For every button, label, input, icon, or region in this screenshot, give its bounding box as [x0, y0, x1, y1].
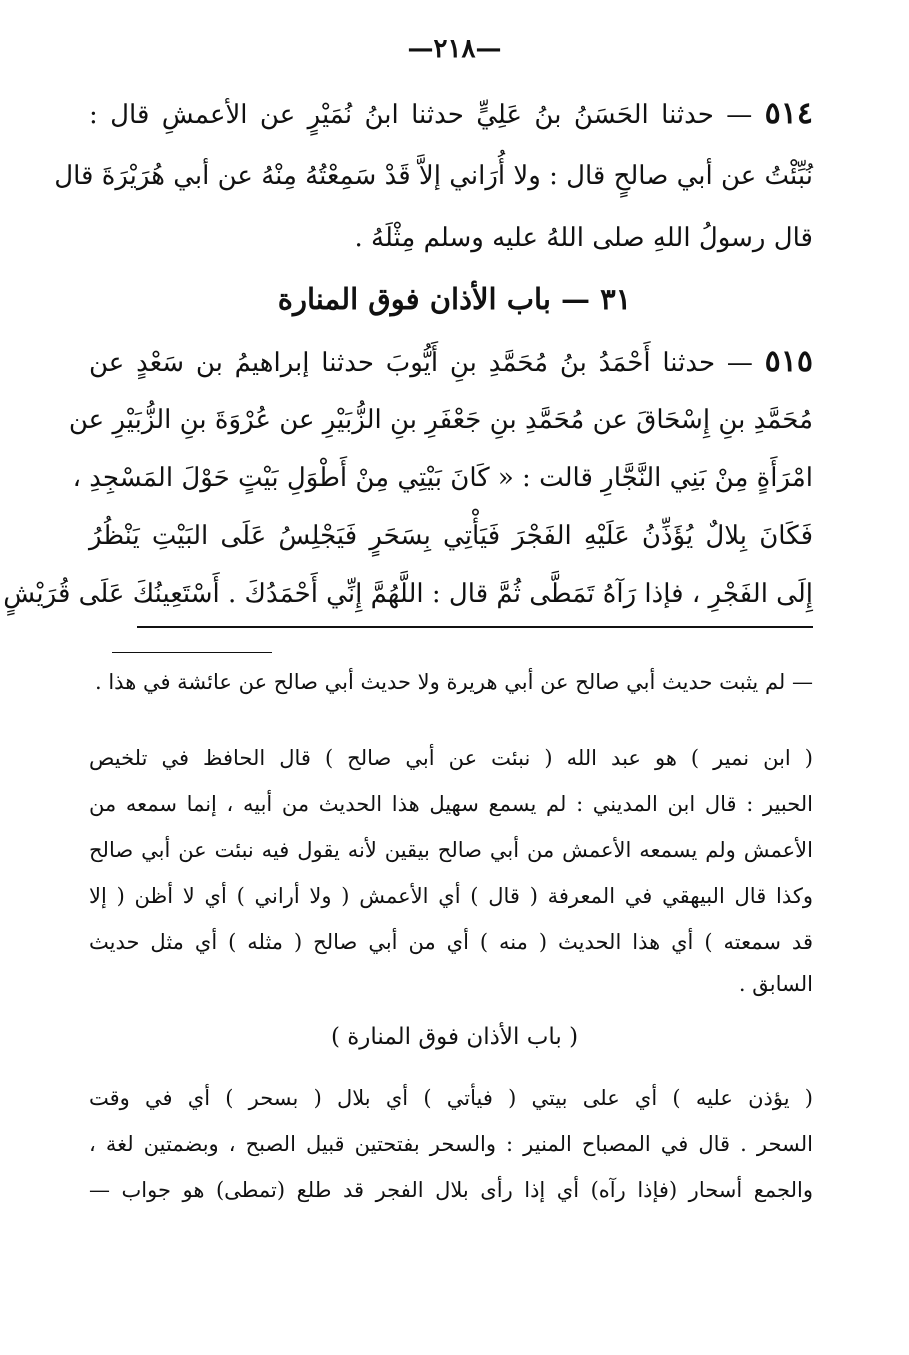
hadith-515-line-3: امْرَأَةٍ مِنْ بَنِي النَّجَّارِ قالت : « كَانَ بَيْتِي مِنْ أَطْوَلِ بَيْتٍ حَوْلَ المَسْجِدِ ، — [72, 463, 813, 493]
footnote-line-5: وكذا قال البيهقي في المعرفة ( قال ) أي الأعمش ( ولا أراني ) أي لا أظن ( إلا — [89, 884, 813, 908]
footnote-separator — [137, 626, 813, 628]
footnote-line-4: الأعمش ولم يسمعه الأعمش من أبي صالح بيقين لأنه يقول فيه نبئت عن أبي صالح — [89, 838, 813, 862]
hadith-514-text-1: — حدثنا الحَسَنُ بنُ عَلِيٍّ حدثنا ابنُ نُمَيْرٍ عن الأعمشِ قال : — [89, 100, 753, 130]
hadith-514-line-2: نُبِّئْتُ عن أبي صالحٍ قال : ولا أُرَاني إلاَّ قَدْ سَمِعْتُهُ مِنْهُ عن أبي هُرَيْرَةَ قال — [54, 161, 813, 191]
hadith-515-number: ٥١٥ — [764, 344, 813, 379]
hadith-515-line-4: فَكَانَ بِلالٌ يُؤَذِّنُ عَلَيْهِ الفَجْرَ فَيَأْتِي بِسَحَرٍ فَيَجْلِسُ عَلَى البَيْتِ يَنْظُرُ — [89, 521, 813, 551]
hadith-515-text-1: — حدثنا أَحْمَدُ بنُ مُحَمَّدِ بنِ أَيُّوبَ حدثنا إبراهيمُ بن سَعْدٍ عن — [89, 348, 753, 378]
page-number: —٢١٨— — [407, 34, 502, 64]
commentary-line-3: والجمع أسحار (فإذا رآه) أي إذا رأى بلال الفجر قد طلع (تمطى) هو جواب — — [89, 1178, 813, 1202]
chapter-heading: ٣١ — باب الأذان فوق المنارة — [277, 282, 632, 316]
hadith-515-line-5: إِلَى الفَجْرِ ، فإذا رَآهُ تَمَطَّى ثُمَّ قال : اللَّهُمَّ إِنِّي أَحْمَدُكَ . أَسْتَعِينُكَ عَلَى قُرَيْشٍ — [3, 579, 813, 609]
footnote-short-rule — [112, 652, 272, 653]
hadith-514-number: ٥١٤ — [764, 96, 814, 131]
commentary-heading: ( باب الأذان فوق المنارة ) — [330, 1024, 579, 1050]
footnote-line-3: الحبير : قال ابن المديني : لم يسمع سهيل هذا الحديث من أبيه ، إنما سمعه من — [89, 792, 813, 816]
commentary-line-1: ( يؤذن عليه ) أي على بيتي ( فيأتي ) أي بلال ( بسحر ) أي في وقت — [89, 1086, 813, 1110]
commentary-line-2: السحر . قال في المصباح المنير : والسحر بفتحتين قبيل الصبح ، وبضمتين لغة ، — [89, 1132, 813, 1156]
footnote-line-2: ( ابن نمير ) هو عبد الله ( نبئت عن أبي صالح ) قال الحافظ في تلخيص — [89, 746, 813, 770]
footnote-line-1: — لم يثبت حديث أبي صالح عن أبي هريرة ولا حديث أبي صالح عن عائشة في هذا . — [94, 670, 813, 694]
footnote-line-7: السابق . — [738, 972, 813, 996]
hadith-514-line-3: قال رسولُ اللهِ صلى اللهُ عليه وسلم مِثْلَهُ . — [354, 223, 813, 253]
hadith-515-line-2: مُحَمَّدِ بنِ إِسْحَاقَ عن مُحَمَّدِ بنِ جَعْفَرِ بنِ الزُّبَيْرِ عن عُرْوَةَ بنِ الزُّبَيْرِ عن — [68, 405, 813, 435]
hadith-515-line-1 — [89, 340, 813, 385]
hadith-514-line-1 — [89, 92, 813, 137]
footnote-line-6: قد سمعته ) أي هذا الحديث ( منه ) أي من أبي صالح ( مثله ) أي مثل حديث — [89, 930, 813, 954]
